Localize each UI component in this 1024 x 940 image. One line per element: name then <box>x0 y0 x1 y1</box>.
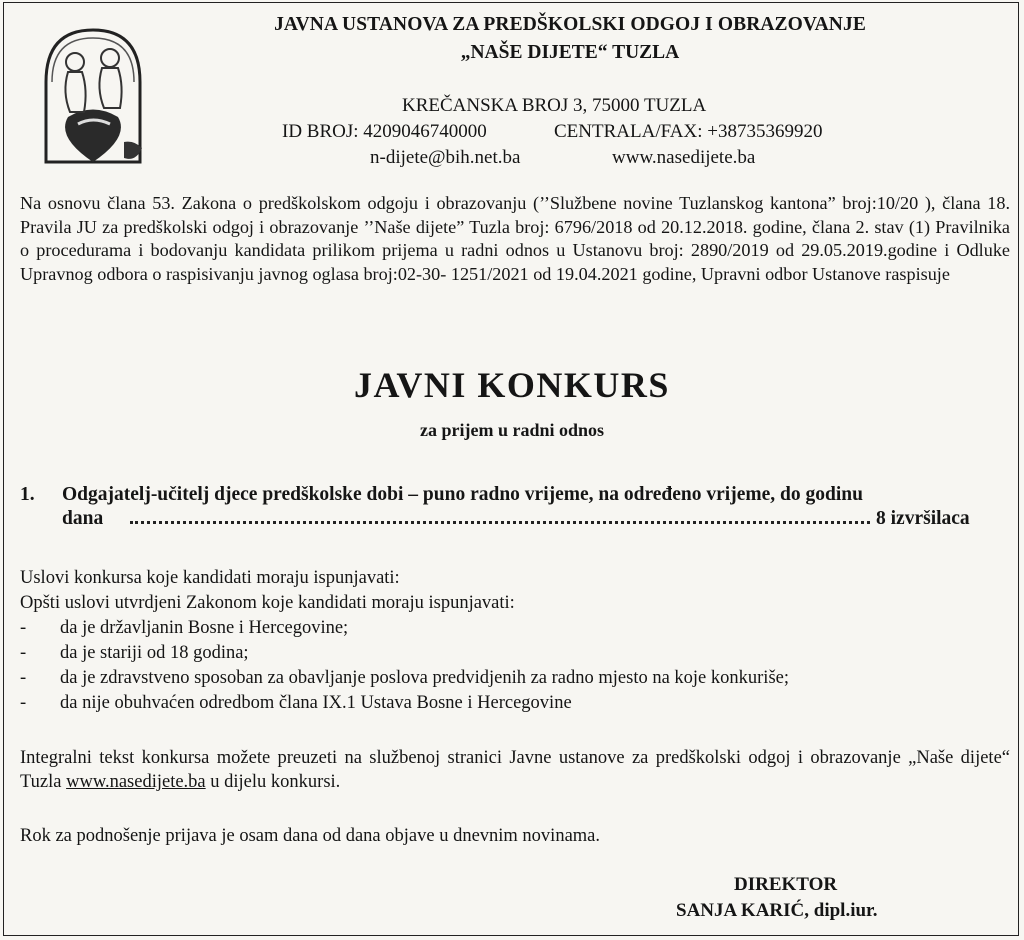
position-count: 8 izvršilaca <box>876 508 970 529</box>
org-id-number: ID BROJ: 4209046740000 <box>282 121 487 142</box>
org-name-line1: JAVNA USTANOVA ZA PREDŠKOLSKI ODGOJ I OBRAZOVANJE <box>274 14 866 35</box>
list-item: da nije obuhvaćen odredbom člana IX.1 Ustava Bosne i Hercegovine <box>60 693 572 713</box>
list-item: da je državljanin Bosne i Hercegovine; <box>60 618 349 638</box>
position-title-continued: dana <box>62 508 104 529</box>
org-address: KREČANSKA BROJ 3, 75000 TUZLA <box>402 95 707 116</box>
signature-name: SANJA KARIĆ, dipl.iur. <box>676 900 878 921</box>
position-title: Odgajatelj-učitelj djece predškolske dobi – puno radno vrijeme, na određeno vrijeme, do godinu <box>62 484 863 505</box>
document-frame <box>3 2 1019 936</box>
page-subtitle: za prijem u radni odnos <box>419 420 605 440</box>
list-bullet: - <box>20 618 27 638</box>
position-number: 1. <box>20 484 35 505</box>
page-title: JAVNI KONKURS <box>354 365 670 405</box>
conditions-heading: Uslovi konkursa koje kandidati moraju ispunjavati: <box>20 568 400 588</box>
integral-text-paragraph <box>20 746 1010 794</box>
list-bullet: - <box>20 668 27 688</box>
integral-text-after: u dijelu konkursi. <box>205 772 341 792</box>
list-bullet: - <box>20 643 27 663</box>
website-link[interactable]: www.nasedijete.ba <box>66 772 206 792</box>
org-email: n-dijete@bih.net.ba <box>370 147 521 168</box>
list-item: da je stariji od 18 godina; <box>60 643 249 663</box>
general-conditions-heading: Opšti uslovi utvrdjeni Zakonom koje kandidati moraju ispunjavati: <box>20 593 515 613</box>
org-name-line2: „NAŠE DIJETE“ TUZLA <box>460 42 680 63</box>
integral-text-before: Integralni tekst konkursa možete preuzeti na službenoj stranici Javne ustanove za predškolski odgoj i obrazovanje „Naše dijete“ Tuzla <box>20 748 1010 792</box>
org-website: www.nasedijete.ba <box>612 147 756 168</box>
legal-basis-paragraph: Na osnovu člana 53. Zakona o predškolskom odgoju i obrazovanju (’’Službene novine Tuzlanskog kantona” broj:10/20 ), člana 18. Pravila JU za predškolski odgoj i obrazovanje ’’Naše dijete” Tuzla broj: 6796/2018 od 20.12.2018. godine, člana 2. stav (1) Pravilnika o procedurama i bodovanju kandidata prilikom prijema u radni odnos u Ustanovu broj: 2890/2019 od 29.05.2019.godine i Odluke Upravnog odbora o raspisivanju javnog oglasa broj:02-30- 1251/2021 od 19.04.2021 godine, Upravni odbor Ustanove raspisuje <box>20 193 1010 284</box>
preschool-children-logo-icon <box>38 12 148 172</box>
signature-role: DIREKTOR <box>734 874 838 895</box>
org-phone-fax: CENTRALA/FAX: +38735369920 <box>554 121 823 142</box>
list-item: da je zdravstveno sposoban za obavljanje poslova predvidjenih za radno mjesto na koje konkuriše; <box>60 668 789 688</box>
deadline-text: Rok za podnošenje prijava je osam dana od dana objave u dnevnim novinama. <box>20 826 601 846</box>
list-bullet: - <box>20 693 27 713</box>
dotted-leader <box>130 518 870 524</box>
